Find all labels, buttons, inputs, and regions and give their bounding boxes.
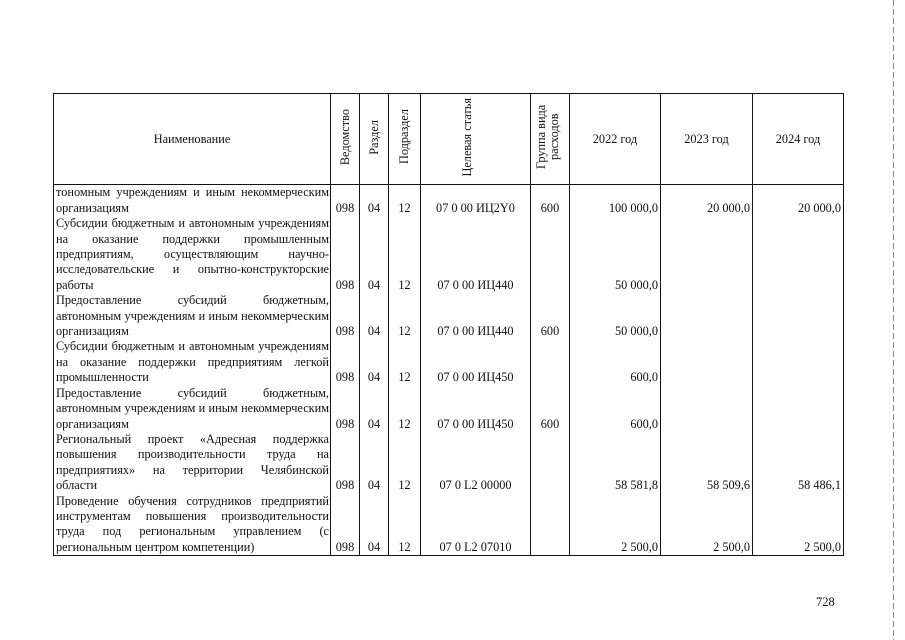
row-gruppa-vida-rashodov [531,339,570,385]
budget-table [53,93,844,556]
row-celevaya-statya: 07 0 00 ИЦ440 [421,216,531,293]
table-row [54,185,844,216]
row-2024 [753,293,844,339]
row-podrazdel: 12 [389,386,421,432]
row-podrazdel: 12 [389,216,421,293]
row-celevaya-statya: 07 0 00 ИЦ450 [421,339,531,385]
row-2024 [753,386,844,432]
row-razdel: 04 [360,386,389,432]
row-2023 [661,339,753,385]
header-razdel: Раздел [360,94,389,185]
row-gruppa-vida-rashodov [531,432,570,494]
row-vedomstvo: 098 [331,293,360,339]
row-2022: 100 000,0 [570,185,661,216]
row-vedomstvo: 098 [331,185,360,216]
header-vedomstvo: Ведомство [331,94,360,185]
table-row [54,386,844,432]
row-vedomstvo: 098 [331,386,360,432]
row-gruppa-vida-rashodov: 600 [531,386,570,432]
row-gruppa-vida-rashodov: 600 [531,293,570,339]
row-gruppa-vida-rashodov [531,216,570,293]
row-podrazdel: 12 [389,185,421,216]
header-celevaya-statya: Целевая статья [421,94,531,185]
header-row [54,94,844,185]
row-podrazdel: 12 [389,432,421,494]
row-vedomstvo: 098 [331,494,360,556]
row-2023 [661,386,753,432]
row-razdel: 04 [360,339,389,385]
row-razdel: 04 [360,185,389,216]
header-2022: 2022 год [570,94,661,185]
page-number: 728 [816,595,835,609]
header-2023: 2023 год [661,94,753,185]
table-row [54,432,844,494]
row-2024: 2 500,0 [753,494,844,556]
row-podrazdel: 12 [389,494,421,556]
header-podrazdel: Подраздел [389,94,421,185]
row-2023 [661,293,753,339]
row-name: Предоставление субсидий бюджетным, автономным учреждениям и иным некоммерческим организациям [54,386,331,432]
row-name: Предоставление субсидий бюджетным, автономным учреждениям и иным некоммерческим организациям [54,293,331,339]
row-name: тономным учреждениям и иным некоммерческим организациям [54,185,331,216]
table-row [54,494,844,556]
row-2022: 50 000,0 [570,293,661,339]
header-gruppa-vida-rashodov: Группа вида расходов [531,94,570,185]
table-row [54,216,844,293]
row-2024: 20 000,0 [753,185,844,216]
page-edge-line [893,0,894,640]
row-2024 [753,339,844,385]
row-2022: 600,0 [570,339,661,385]
row-podrazdel: 12 [389,293,421,339]
header-name: Наименование [54,94,331,185]
row-2024: 58 486,1 [753,432,844,494]
row-celevaya-statya: 07 0 00 ИЦ450 [421,386,531,432]
header-2024: 2024 год [753,94,844,185]
row-celevaya-statya: 07 0 L2 00000 [421,432,531,494]
row-podrazdel: 12 [389,339,421,385]
row-celevaya-statya: 07 0 00 ИЦ2Y0 [421,185,531,216]
row-vedomstvo: 098 [331,216,360,293]
row-2022: 58 581,8 [570,432,661,494]
row-vedomstvo: 098 [331,432,360,494]
row-2022: 600,0 [570,386,661,432]
row-celevaya-statya: 07 0 00 ИЦ440 [421,293,531,339]
row-razdel: 04 [360,216,389,293]
row-name: Проведение обучения сотрудников предприятий инструментам повышения производительности труда под региональным управлением (с региональным центром компетенции) [54,494,331,556]
row-razdel: 04 [360,494,389,556]
row-celevaya-statya: 07 0 L2 07010 [421,494,531,556]
row-gruppa-vida-rashodov [531,494,570,556]
row-gruppa-vida-rashodov: 600 [531,185,570,216]
row-razdel: 04 [360,432,389,494]
row-2022: 50 000,0 [570,216,661,293]
row-2023 [661,216,753,293]
row-2023: 2 500,0 [661,494,753,556]
table-row [54,293,844,339]
row-razdel: 04 [360,293,389,339]
row-name: Субсидии бюджетным и автономным учреждениям на оказание поддержки промышленным предприятиям, осуществляющим научно-исследовательские и опытно-конструкторские работы [54,216,331,293]
row-2022: 2 500,0 [570,494,661,556]
table-row [54,339,844,385]
row-2023: 20 000,0 [661,185,753,216]
row-2024 [753,216,844,293]
row-name: Региональный проект «Адресная поддержка повышения производительности труда на предприятиях» на территории Челябинской области [54,432,331,494]
row-name: Субсидии бюджетным и автономным учреждениям на оказание поддержки предприятиям легкой промышленности [54,339,331,385]
row-vedomstvo: 098 [331,339,360,385]
row-2023: 58 509,6 [661,432,753,494]
